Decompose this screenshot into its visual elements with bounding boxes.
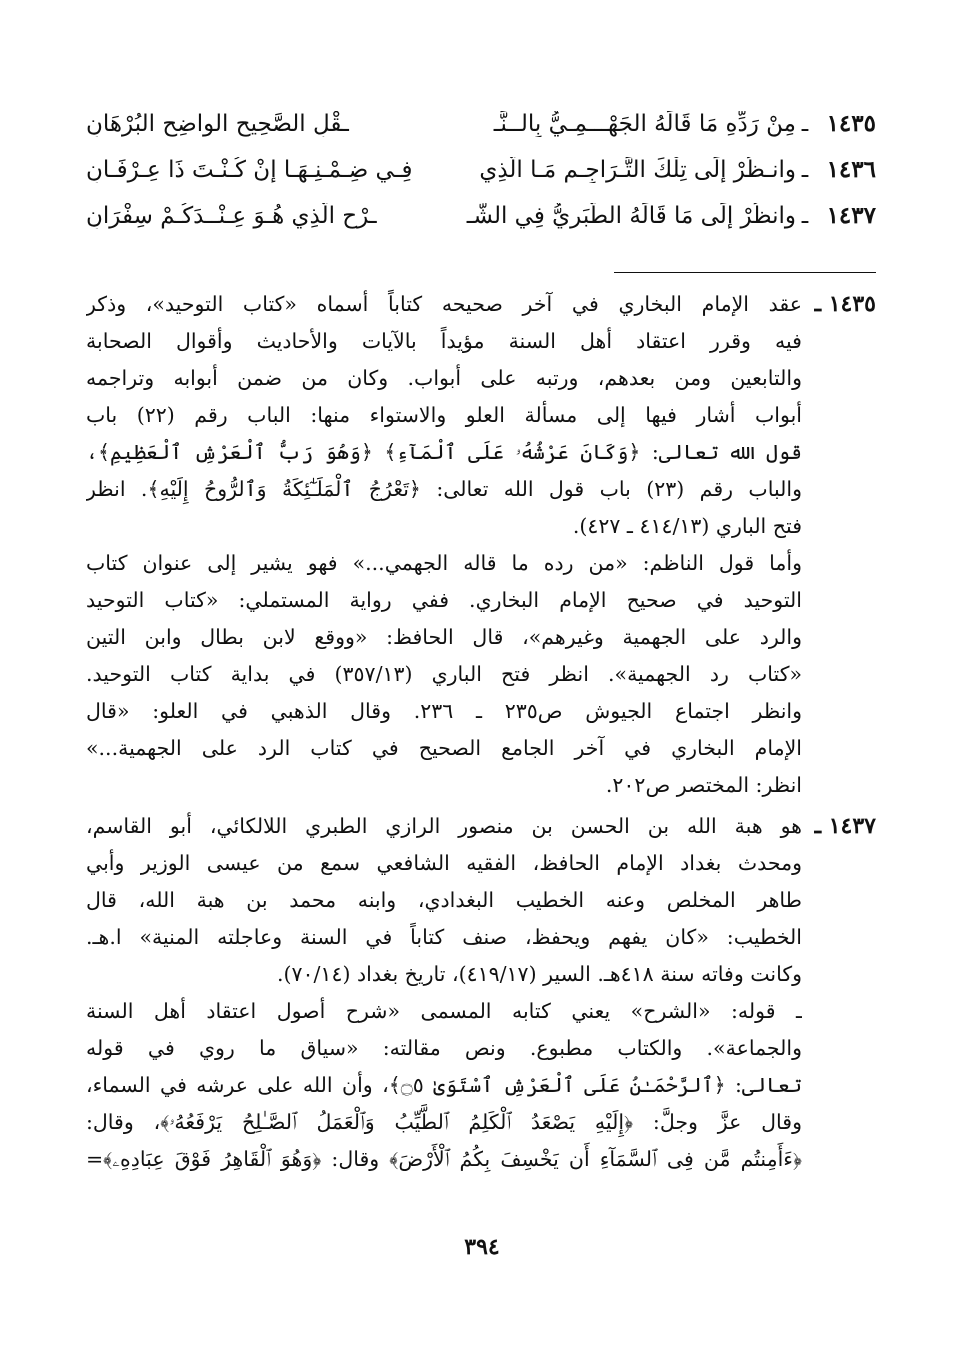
footnote-number: ١٤٣٧ ـ — [814, 813, 876, 839]
footnote-line: والباب رقم (٢٣) باب قول الله تعالى: ﴿تَعْرُجُ ٱلْمَلَـٰٓئِكَةُ وَٱلرُّوحُ إِلَيْهِ﴾. انظر — [86, 477, 802, 501]
footnote-line: وأما قول الناظم: «من رده ما قاله الجهمي...» فهو يشير إلى عنوان كتاب — [86, 551, 802, 575]
footnote-line: والتابعين ومن بعدهم، ورتبه على أبواب. وكان من ضمن أبوابه وتراجمه — [86, 366, 802, 390]
verse-line — [86, 202, 876, 248]
verse-number: ١٤٣٧ — [826, 202, 876, 229]
verse-second-hemistich: ـرْحِ الَّذِي هُـوَ عِـنْــدَكُـمْ سِفْرَانِ — [86, 203, 377, 229]
page-number: ٣٩٤ — [464, 1234, 500, 1260]
footnotes — [86, 286, 876, 1182]
verse-second-hemistich: ـقْلِ الصَّحِيحِ الواضِحِ البُرْهَانِ — [86, 111, 349, 137]
footnote-line: فتح الباري (٤١٤/١٣ ـ ٤٢٧). — [572, 514, 802, 538]
footnote-line: الخطيب: «كان يفهم ويحفظ، صنف كتاباً في السنة وعاجلته المنية» ا.هـ. — [86, 925, 802, 949]
verse-first-hemistich: وانظُرْ إِلَى مَا قَالَهُ الطَّبَرِيُّ فِي الشَّـ — [466, 203, 796, 229]
verse-line — [86, 110, 876, 156]
footnote — [86, 286, 876, 804]
footnote-line: الإمام البخاري في آخر الجامع الصحيح في كتاب الرد على الجهمية...» — [86, 736, 802, 760]
footnote-body — [86, 286, 802, 804]
verse-first-hemistich: وانـظُرْ إِلَى تِلْكَ التَّـرَاجِـمِ مَـا الَّذِي — [479, 157, 796, 183]
footnote-line: ـ قوله: «الشرح» يعني كتابه المسمى «شرح أصول اعتقاد أهل السنة — [86, 999, 802, 1023]
footnote-line: انظر: المختصر ص٢٠٢. — [605, 773, 802, 797]
footnote-line: وقال عزَّ وجلَّ: ﴿إِلَيْهِ يَصْعَدُ ٱلْكَلِمُ ٱلطَّيِّبُ وَٱلْعَمَلُ ٱلصَّـٰلِحُ يَرْفَعُهُۥ﴾، وقال: — [86, 1110, 802, 1134]
footnote-line: عقد الإمام البخاري في آخر صحيحه كتاباً أسماه «كتاب التوحيد»، وذكر — [86, 292, 802, 316]
verse-first-hemistich: مِنْ رَدِّهِ مَا قَالَهُ الجَهْـــمِـيُّ بِالــنَّـ — [493, 111, 796, 137]
footnote-line: وكانت وفاته سنة ٤١٨هـ. السير (٤١٩/١٧)، تاريخ بغداد (٧٠/١٤). — [276, 962, 802, 986]
footnote-line: قول الله تعالى: ﴿وَكَانَ عَرْشُهُۥ عَلَى ٱلْمَآءِ﴾ ﴿وَهُوَ رَبُّ ٱلْعَرْشِ ٱلْعَظِيمِ﴾، — [86, 440, 802, 464]
verse-block — [86, 110, 876, 248]
verse-dash: ـ — [801, 158, 809, 183]
footnote — [86, 808, 876, 1178]
footnote-line: والجماعة». والكتاب مطبوع. ونص مقالته: «سياق ما روي في قوله — [86, 1036, 802, 1060]
footnote-line: ﴿ءَأَمِنتُم مَّن فِى ٱلسَّمَآءِ أَن يَخْسِفَ بِكُمُ ٱلْأَرْضَ﴾ وقال: ﴿وَهُوَ ٱلْقَاهِرُ فَوْقَ عِبَادِهِۦ﴾= — [86, 1147, 802, 1171]
footnote-line: ومحدث بغداد الإمام الحافظ، الفقيه الشافعي سمع من عيسى الوزير وأبي — [86, 851, 802, 875]
footnote-line: طاهر المخلص وعنه الخطيب البغدادي، وابنه محمد بن هبة الله، قال — [86, 888, 802, 912]
verse-line — [86, 156, 876, 202]
footnote-line: «كتاب رد الجهمية». انظر فتح الباري (٣٥٧/١٣) في بداية كتاب التوحيد. — [86, 662, 802, 686]
footnote-line: وانظر اجتماع الجيوش ص٢٣٥ ـ ٢٣٦. وقال الذهبي في العلو: «قال — [86, 699, 802, 723]
verse-dash: ـ — [801, 204, 809, 229]
footnote-line: هو هبة الله بن الحسن بن منصور الرازي الطبري اللالكائي، أبو القاسم، — [86, 814, 802, 838]
footnote-line: تعالى: ﴿ٱلرَّحْمَـٰنُ عَلَى ٱلْعَرْشِ ٱسْتَوَىٰ ۝٥﴾، وأن الله على عرشه في السماء، — [86, 1073, 802, 1097]
footnote-line: التوحيد في صحيح الإمام البخاري. ففي رواية المستملي: «كتاب التوحيد — [86, 588, 802, 612]
verse-number: ١٤٣٥ — [826, 110, 876, 137]
verse-number: ١٤٣٦ — [826, 156, 876, 183]
footnote-body — [86, 808, 802, 1178]
verse-dash: ـ — [801, 112, 809, 137]
footnote-line: والرد على الجهمية وغيرهم»، قال الحافظ: «ووقع لابن بطال وابن التين — [86, 625, 802, 649]
footnote-line: فيه وقرر اعتقاد أهل السنة مؤيداً بالآيات والأحاديث وأقوال الصحابة — [86, 329, 802, 353]
verse-second-hemistich: فِـي ضِـمْـنِـهَـا إِنْ كُـنْـتَ ذَا عِـرْفَـانِ — [86, 157, 413, 183]
footnote-line: أبواب أشار فيها إلى مسألة العلو والاستواء منها: الباب رقم (٢٢) باب — [86, 403, 802, 427]
footnote-number: ١٤٣٥ ـ — [814, 291, 876, 317]
footnote-separator — [614, 272, 876, 273]
